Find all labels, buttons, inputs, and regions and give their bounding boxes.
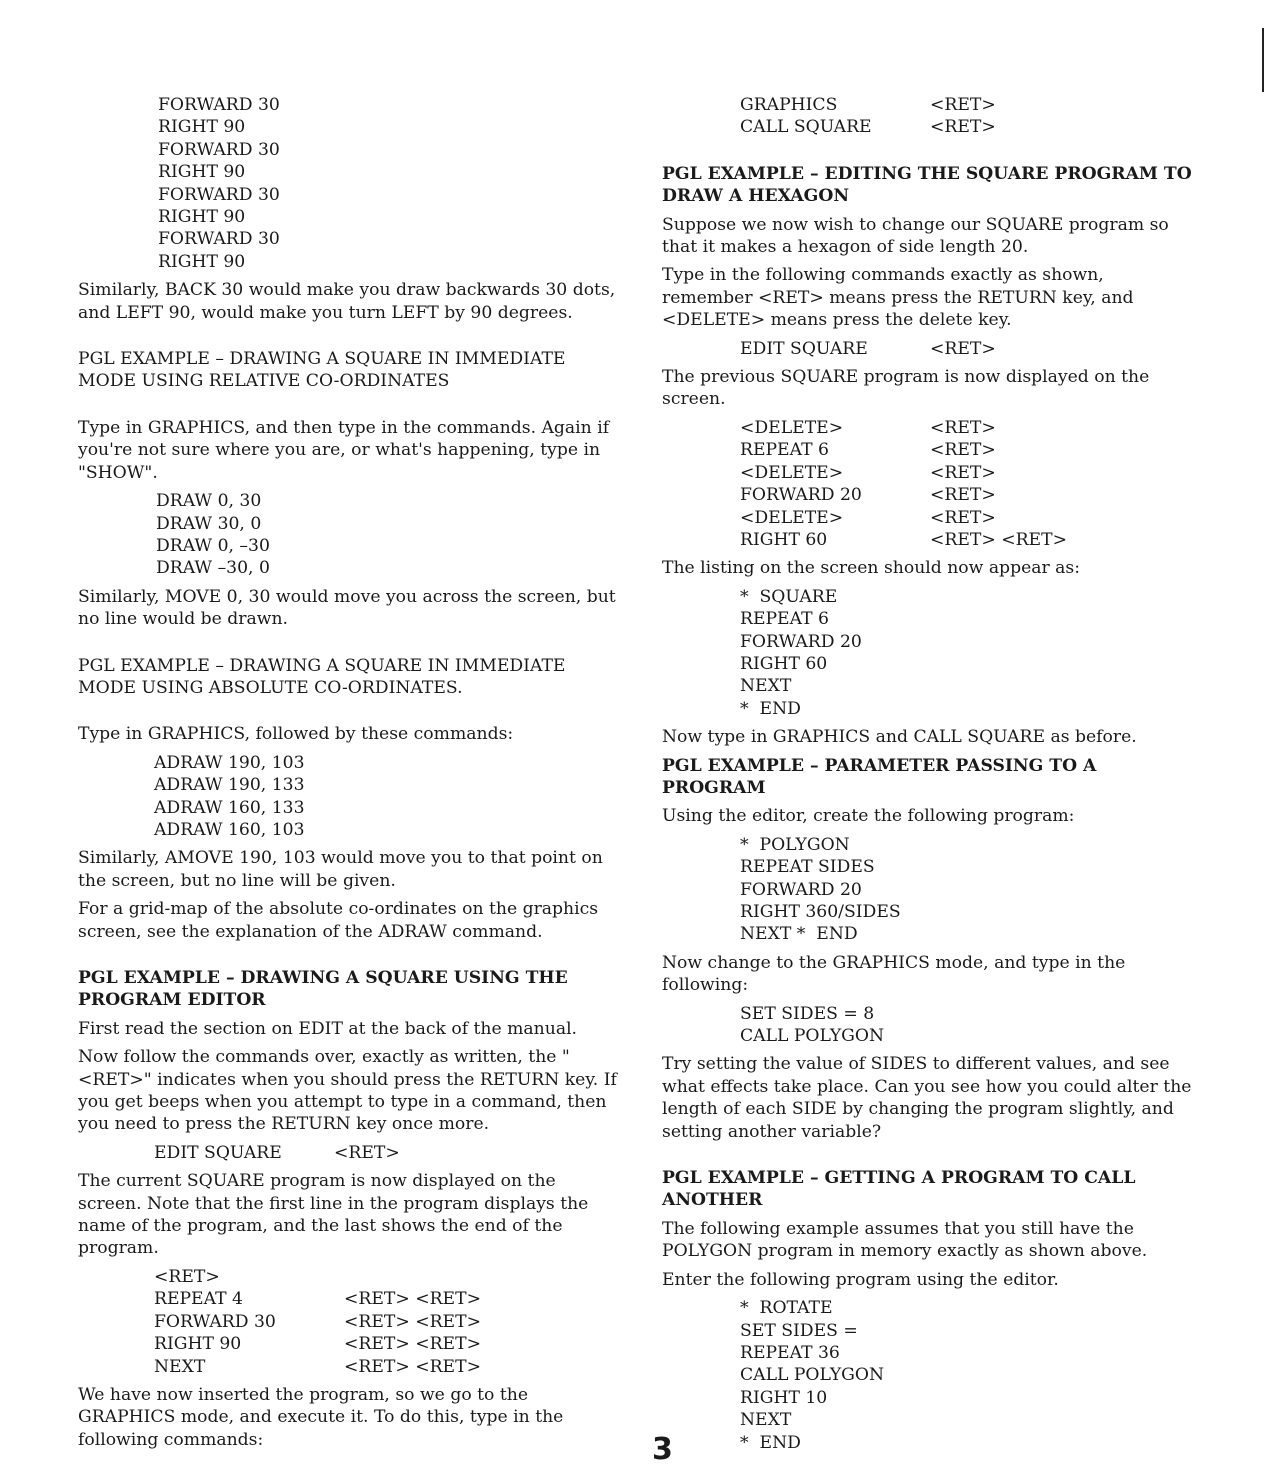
command-text: FORWARD 30 bbox=[158, 95, 280, 115]
code-line bbox=[740, 856, 1192, 878]
command-text: * ROTATE bbox=[740, 1298, 833, 1319]
command-text: DRAW –30, 0 bbox=[156, 558, 270, 579]
key-text: <RET> bbox=[930, 95, 996, 115]
code-line bbox=[740, 608, 1192, 630]
code-line bbox=[740, 1409, 1192, 1431]
code-listing bbox=[78, 752, 618, 842]
code-line bbox=[158, 161, 618, 183]
code-line bbox=[740, 462, 1192, 484]
command-text: REPEAT SIDES bbox=[740, 857, 875, 878]
code-line bbox=[154, 1311, 618, 1333]
code-line bbox=[740, 484, 1192, 506]
code-listing bbox=[662, 94, 1192, 139]
command-text: CALL SQUARE bbox=[740, 117, 872, 138]
code-listing bbox=[78, 490, 618, 580]
command-text: GRAPHICS bbox=[740, 95, 838, 115]
command-text: CALL POLYGON bbox=[740, 1026, 885, 1047]
command-text: DRAW 30, 0 bbox=[156, 513, 262, 534]
paragraph: Similarly, AMOVE 190, 103 would move you to that point on the screen, but no line will be given. bbox=[78, 848, 603, 891]
code-line bbox=[740, 529, 1192, 551]
code-listing bbox=[662, 834, 1192, 946]
command-text: RIGHT 90 bbox=[158, 251, 246, 272]
command-text: DRAW 0, –30 bbox=[156, 535, 270, 556]
code-line bbox=[156, 513, 618, 535]
code-listing bbox=[662, 1297, 1192, 1454]
code-listing bbox=[662, 417, 1192, 551]
key-text: <RET> <RET> bbox=[344, 1311, 481, 1332]
paragraph: Enter the following program using the editor. bbox=[662, 1269, 1059, 1290]
code-line bbox=[740, 1432, 1192, 1454]
command-text: ADRAW 190, 103 bbox=[154, 752, 305, 773]
command-text: RIGHT 10 bbox=[740, 1387, 828, 1408]
section-heading: PGL EXAMPLE – DRAWING A SQUARE USING THE PROGRAM EDITOR bbox=[78, 968, 568, 1011]
code-line bbox=[740, 1342, 1192, 1364]
command-text: <RET> bbox=[154, 1266, 220, 1287]
command-text: NEXT bbox=[740, 1410, 792, 1431]
code-line bbox=[740, 1320, 1192, 1342]
key-text: <RET> bbox=[930, 507, 996, 528]
command-text: FORWARD 30 bbox=[158, 139, 280, 160]
command-text: RIGHT 60 bbox=[740, 653, 828, 674]
code-line bbox=[158, 206, 618, 228]
paragraph: The current SQUARE program is now displayed on the screen. Note that the first line in the program displays the name of the program, and the last shows the end of the program. bbox=[78, 1171, 589, 1259]
command-text: FORWARD 30 bbox=[158, 184, 280, 205]
code-listing bbox=[662, 586, 1192, 720]
command-text: RIGHT 90 bbox=[158, 207, 246, 228]
spacer bbox=[662, 1149, 1192, 1167]
command-text: FORWARD 20 bbox=[740, 631, 862, 652]
key-text: <RET> bbox=[930, 117, 996, 138]
spacer bbox=[662, 145, 1192, 163]
spacer bbox=[78, 330, 618, 348]
code-line bbox=[156, 490, 618, 512]
code-line bbox=[156, 535, 618, 557]
page-number: 3 bbox=[652, 1432, 673, 1467]
command-text: NEXT * END bbox=[740, 924, 858, 945]
paragraph: For a grid-map of the absolute co-ordinates on the graphics screen, see the explanation of the ADRAW command. bbox=[78, 899, 599, 942]
code-line bbox=[154, 1333, 618, 1355]
command-text: EDIT SQUARE bbox=[154, 1142, 282, 1163]
paragraph: Type in GRAPHICS, and then type in the commands. Again if you're not sure where you are, or what's happening, type in "SHOW". bbox=[78, 417, 610, 483]
code-line bbox=[154, 819, 618, 841]
command-text: * END bbox=[740, 1432, 801, 1453]
paragraph: Now change to the GRAPHICS mode, and type in the following: bbox=[662, 952, 1126, 996]
command-text: RIGHT 90 bbox=[158, 117, 246, 138]
code-listing bbox=[78, 1266, 618, 1378]
command-text: * POLYGON bbox=[740, 834, 850, 855]
command-text: <DELETE> bbox=[740, 462, 844, 483]
right-column bbox=[662, 94, 1192, 1460]
section-heading: PGL EXAMPLE – GETTING A PROGRAM TO CALL ANOTHER bbox=[662, 1168, 1136, 1211]
code-line bbox=[740, 1364, 1192, 1386]
code-line bbox=[740, 834, 1192, 856]
code-line bbox=[156, 557, 618, 579]
command-text: DRAW 0, 30 bbox=[156, 491, 262, 512]
code-listing bbox=[78, 1142, 618, 1164]
command-text: REPEAT 6 bbox=[740, 609, 829, 630]
code-line bbox=[740, 94, 1192, 116]
code-line bbox=[158, 228, 618, 250]
code-line bbox=[158, 94, 618, 116]
code-line bbox=[740, 631, 1192, 653]
code-line bbox=[158, 116, 618, 138]
section-heading: PGL EXAMPLE – PARAMETER PASSING TO A PROGRAM bbox=[662, 755, 1097, 798]
code-line bbox=[154, 797, 618, 819]
paragraph: The listing on the screen should now appear as: bbox=[662, 558, 1081, 579]
command-text: REPEAT 4 bbox=[154, 1289, 243, 1310]
key-text: <RET> bbox=[930, 440, 996, 461]
command-text: NEXT bbox=[154, 1356, 206, 1377]
code-line bbox=[740, 675, 1192, 697]
paragraph: Suppose we now wish to change our SQUARE program so that it makes a hexagon of side length 20. bbox=[662, 214, 1169, 258]
key-text: <RET> bbox=[930, 485, 996, 506]
section-subheading: PGL EXAMPLE – DRAWING A SQUARE IN IMMEDIATE MODE USING RELATIVE CO-ORDINATES bbox=[78, 349, 566, 392]
command-text: FORWARD 30 bbox=[154, 1311, 276, 1332]
command-text: ADRAW 160, 103 bbox=[154, 819, 305, 840]
paragraph: The previous SQUARE program is now displayed on the screen. bbox=[662, 367, 1150, 410]
key-text: <RET> <RET> bbox=[344, 1334, 481, 1355]
key-text: <RET> bbox=[334, 1142, 400, 1163]
code-listing bbox=[662, 1003, 1192, 1048]
command-text: REPEAT 6 bbox=[740, 440, 829, 461]
code-line bbox=[740, 507, 1192, 529]
command-text: EDIT SQUARE bbox=[740, 338, 868, 359]
paragraph: Type in the following commands exactly as shown, remember <RET> means press the RETURN key, and <DELETE> means press the delete key. bbox=[662, 265, 1134, 331]
code-line bbox=[154, 1288, 618, 1310]
code-line bbox=[740, 338, 1192, 360]
section-heading: PGL EXAMPLE – EDITING THE SQUARE PROGRAM TO DRAW A HEXAGON bbox=[662, 163, 1192, 207]
paragraph: Now follow the commands over, exactly as written, the "<RET>" indicates when you should press the RETURN key. If you get beeps when you attempt to type in a command, then you need to press the RETURN key once more. bbox=[78, 1047, 617, 1135]
key-text: <RET> <RET> bbox=[344, 1289, 481, 1310]
spacer bbox=[78, 637, 618, 655]
paragraph: Now type in GRAPHICS and CALL SQUARE as before. bbox=[662, 727, 1137, 748]
key-text: <RET> bbox=[930, 462, 996, 483]
code-line bbox=[154, 1356, 618, 1378]
command-text: * END bbox=[740, 698, 801, 719]
command-text: * SQUARE bbox=[740, 586, 838, 607]
code-listing bbox=[662, 338, 1192, 360]
code-line bbox=[740, 923, 1192, 945]
code-line bbox=[740, 417, 1192, 439]
code-line bbox=[740, 901, 1192, 923]
paragraph: Similarly, MOVE 0, 30 would move you across the screen, but no line would be drawn. bbox=[78, 586, 616, 630]
key-text: <RET> bbox=[930, 417, 996, 438]
code-line bbox=[740, 1003, 1192, 1025]
paragraph: We have now inserted the program, so we go to the GRAPHICS mode, and execute it. To do this, type in the following commands: bbox=[78, 1384, 564, 1450]
code-line bbox=[154, 752, 618, 774]
spacer bbox=[78, 949, 618, 967]
command-text: ADRAW 190, 133 bbox=[154, 775, 305, 796]
paragraph: Type in GRAPHICS, followed by these commands: bbox=[78, 724, 514, 745]
paragraph: Try setting the value of SIDES to different values, and see what effects take place. Can you see how you could alter the length of each SIDE by changing the program slightly, and setting another variable? bbox=[662, 1054, 1192, 1142]
command-text: FORWARD 20 bbox=[740, 879, 862, 900]
command-text: CALL POLYGON bbox=[740, 1365, 885, 1386]
code-line bbox=[740, 439, 1192, 461]
code-line bbox=[740, 116, 1192, 138]
command-text: FORWARD 20 bbox=[740, 485, 862, 506]
key-text: <RET> <RET> bbox=[344, 1356, 481, 1377]
paragraph: Similarly, BACK 30 would make you draw backwards 30 dots, and LEFT 90, would make you turn LEFT by 90 degrees. bbox=[78, 280, 616, 323]
left-column bbox=[78, 94, 618, 1457]
paragraph: First read the section on EDIT at the back of the manual. bbox=[78, 1018, 578, 1039]
code-line bbox=[158, 251, 618, 273]
code-line bbox=[740, 698, 1192, 720]
page-edge-line bbox=[1262, 28, 1264, 92]
command-text: RIGHT 360/SIDES bbox=[740, 902, 901, 922]
code-line bbox=[154, 1142, 618, 1164]
paragraph: The following example assumes that you still have the POLYGON program in memory exactly as shown above. bbox=[662, 1218, 1148, 1262]
spacer bbox=[78, 399, 618, 417]
command-text: <DELETE> bbox=[740, 417, 844, 438]
spacer bbox=[78, 705, 618, 723]
key-text: <RET> <RET> bbox=[930, 529, 1067, 550]
code-line bbox=[740, 586, 1192, 608]
section-subheading: PGL EXAMPLE – DRAWING A SQUARE IN IMMEDIATE MODE USING ABSOLUTE CO-ORDINATES. bbox=[78, 655, 566, 698]
code-line bbox=[740, 1297, 1192, 1319]
key-text: <RET> bbox=[930, 338, 996, 359]
command-text: RIGHT 90 bbox=[158, 162, 246, 183]
code-line bbox=[740, 653, 1192, 675]
code-line bbox=[740, 1025, 1192, 1047]
command-text: NEXT bbox=[740, 676, 792, 697]
command-text: <DELETE> bbox=[740, 507, 844, 528]
code-line bbox=[158, 184, 618, 206]
code-line bbox=[158, 139, 618, 161]
command-text: SET SIDES = bbox=[740, 1320, 858, 1341]
code-line bbox=[740, 1387, 1192, 1409]
paragraph: Using the editor, create the following program: bbox=[662, 806, 1075, 827]
command-text: SET SIDES = 8 bbox=[740, 1003, 875, 1024]
command-text: REPEAT 36 bbox=[740, 1342, 840, 1363]
code-line bbox=[740, 879, 1192, 901]
code-listing bbox=[78, 94, 618, 273]
command-text: FORWARD 30 bbox=[158, 229, 280, 250]
command-text: RIGHT 90 bbox=[154, 1334, 242, 1355]
command-text: ADRAW 160, 133 bbox=[154, 797, 305, 818]
code-line bbox=[154, 1266, 618, 1288]
command-text: RIGHT 60 bbox=[740, 529, 828, 550]
code-line bbox=[154, 774, 618, 796]
